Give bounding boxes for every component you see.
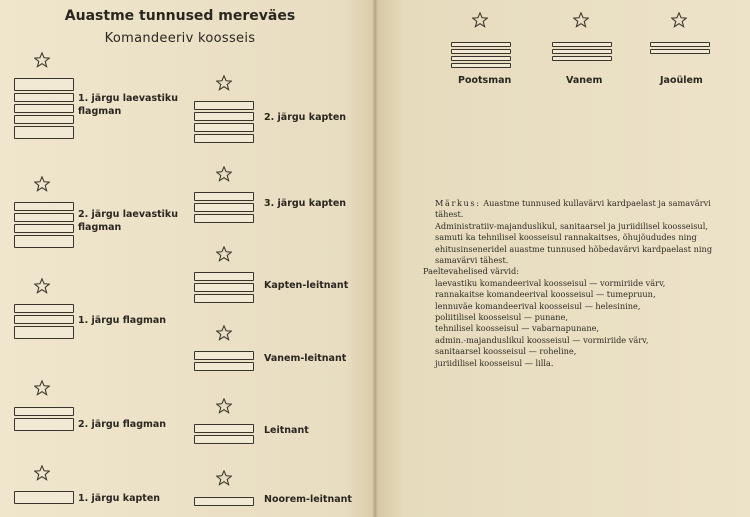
star-icon bbox=[216, 470, 232, 486]
rank-label: Kapten-leitnant bbox=[264, 280, 349, 291]
rank-label: 3. järgu kapten bbox=[264, 198, 347, 209]
note-list-item: juriidilisel koosseisul — lilla. bbox=[435, 357, 554, 368]
note-list-item: sanitaarsel koosseisul — roheline, bbox=[435, 346, 577, 357]
rank-label: Vanem bbox=[566, 75, 603, 86]
star-icon bbox=[34, 176, 50, 192]
star-icon bbox=[34, 465, 50, 481]
star-icon bbox=[34, 380, 50, 396]
star-icon bbox=[216, 166, 232, 182]
page-title: Auastme tunnused mereväes bbox=[64, 8, 296, 24]
note-list-item: lennuväe komandeerival koosseisul — helesinine, bbox=[435, 300, 641, 311]
star-icon bbox=[216, 246, 232, 262]
note-list-item: poliitilisel koosseisul — punane, bbox=[435, 312, 569, 323]
note-paragraph-2: Administratiiv-majanduslikul, sanitaarsel ja juriidilisel koosseisul, samuti ka tehnilisel koosseisul rannakaitses, õhujõududes ning ehitusinseneridel auastme tunnused hõbedavärvi kardpaelast ning samavärvi tähest. bbox=[435, 220, 713, 266]
star-icon bbox=[34, 52, 50, 68]
rank-label: 1. järgu flagman bbox=[78, 315, 167, 326]
note-paragraph-3: Paeltevahelised värvid: bbox=[423, 266, 520, 277]
star-icon bbox=[671, 12, 687, 28]
star-icon bbox=[216, 398, 232, 414]
page-fold bbox=[372, 0, 378, 517]
star-icon bbox=[216, 75, 232, 91]
rank-label: 2. järgu laevastiku flagman bbox=[78, 209, 178, 233]
rank-label: Jaoülem bbox=[660, 75, 703, 86]
star-icon bbox=[216, 325, 232, 341]
note-block bbox=[423, 198, 738, 369]
note-list-item: rannakaitse komandeerival koosseisul — tumepruun, bbox=[435, 289, 656, 300]
rank-label: 2. järgu flagman bbox=[78, 419, 167, 430]
star-icon bbox=[573, 12, 589, 28]
note-list-item: admin.-majanduslikul koosseisul — vormiriide värv, bbox=[435, 334, 649, 345]
note-paragraph-1: Auastme tunnused kullavärvi kardpaelast ja samavärvi tähest. bbox=[435, 198, 711, 220]
note-list-item: laevastiku komandeerival koosseisul — vormiriide värv, bbox=[435, 277, 666, 288]
note-list-item: tehnilisel koosseisul — vabarnapunane, bbox=[435, 323, 600, 334]
rank-label: 1. järgu laevastiku flagman bbox=[78, 93, 178, 117]
star-icon bbox=[472, 12, 488, 28]
star-icon bbox=[34, 278, 50, 294]
rank-label: Vanem-leitnant bbox=[264, 353, 347, 364]
rank-label: Leitnant bbox=[264, 425, 309, 436]
rank-label: 2. järgu kapten bbox=[264, 112, 347, 123]
note-heading: Märkus: bbox=[435, 198, 481, 208]
rank-label: Pootsman bbox=[458, 75, 512, 86]
rank-label: Noorem-leitnant bbox=[264, 494, 352, 505]
page-subtitle: Komandeeriv koosseis bbox=[104, 31, 256, 46]
rank-label: 1. järgu kapten bbox=[78, 493, 161, 504]
